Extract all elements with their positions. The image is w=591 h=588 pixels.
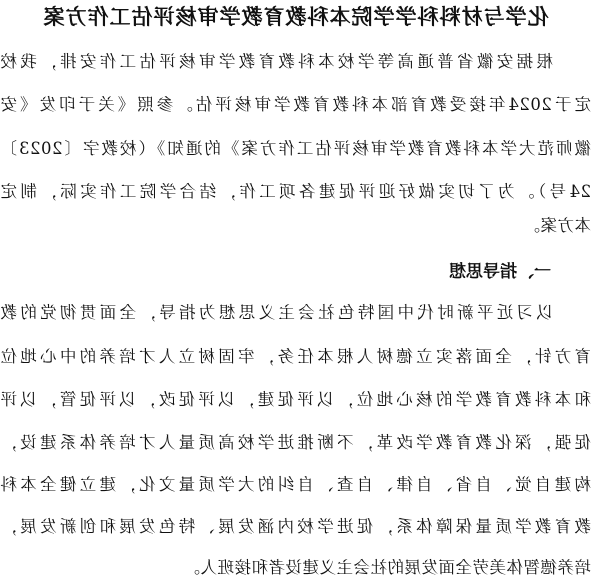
intro-line-4: 24号）。为了切实做好迎评促建各项工作，结合学院工作实际，制定 [0, 182, 591, 201]
intro-line-2: 定于2024年接受教育部本科教育教学审核评估。参照《关于印发《安 [0, 95, 591, 114]
intro-line-1: 根据安徽省普通高等学校本科教育教学审核评估工作安排，我校 [0, 52, 553, 71]
section1-line-5: 构建自觉、自省、自律、自查、自纠的大学质量文化，建立健全本科 [0, 475, 591, 494]
section1-line-4: 促强，深化教育教学改革，不断推进学校高质量人才培养体系建设， [0, 433, 591, 452]
section-heading-guiding-ideology: 一、指导思想 [449, 262, 551, 282]
intro-line-3: 徽师范大学本科教育教学审核评估工作方案》的通知》（校教字〔2023〕 [0, 139, 591, 158]
document-title: 化学与材料科学学院本科教育教学审核评估工作方案 [42, 5, 549, 29]
section1-line-2: 育方针，全面落实立德树人根本任务，牢固树立人才培养的中心地位 [0, 347, 591, 366]
section1-line-1: 以习近平新时代中国特色社会主义思想为指导，全面贯彻党的教 [0, 303, 553, 322]
intro-line-5: 本方案。 [523, 216, 591, 235]
section1-line-3: 和本科教育教学的核心地位，以评促建，以评促改，以评促管，以评 [0, 390, 591, 409]
section1-line-6: 教育教学质量保障体系，促进学校内涵发展、特色发展和创新发展， [0, 517, 591, 536]
section1-line-7: 培养德智体美劳全面发展的社会主义建设者和接班人。 [183, 558, 591, 577]
